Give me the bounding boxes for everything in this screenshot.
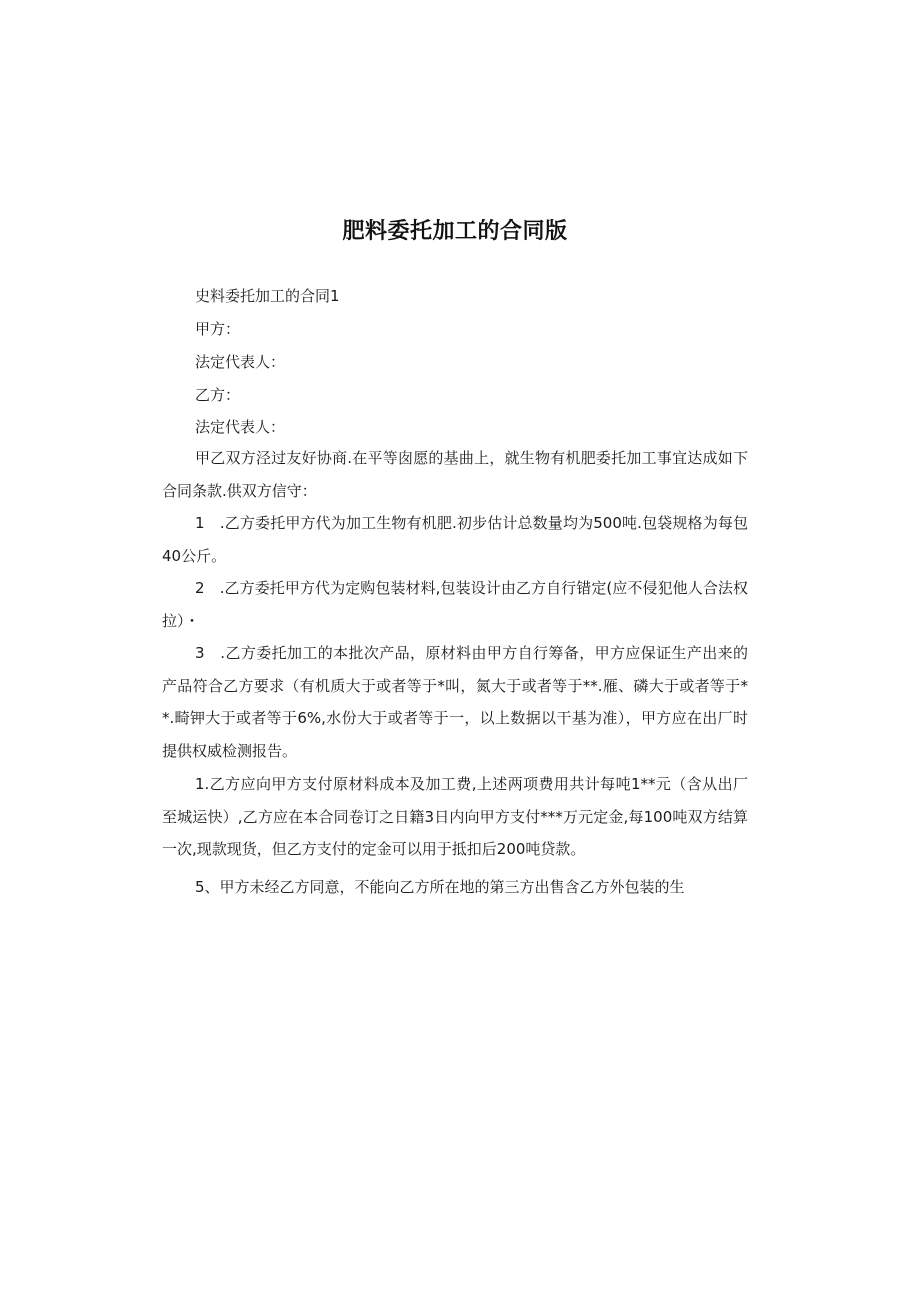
party-a-label: 甲方：: [195, 320, 241, 338]
intro-paragraph: 甲乙双方泾过友好协商.在平等囱愿的基曲上，就生物有机肥委托加工事宜达成如下合同条款.供双方信守：: [162, 449, 748, 500]
legal-rep-a-label: 法定代表人：: [195, 353, 286, 371]
party-b-label: 乙方：: [195, 386, 241, 404]
document-subtitle: 史料委托加工的合同1: [195, 287, 340, 305]
clause-4: 1.乙方应向甲方支付原材料成本及加工费,上述两项费用共计每吨1**元（含从出厂至城运快）,乙方应在本合同卷订之日籍3日内向甲方支付***万元定金,每100吨双方结算一次,现款现货，但乙方支付的定金可以用于抵扣后200吨贷款。: [162, 775, 748, 858]
clause-1: 1 .乙方委托甲方代为加工生物有机肥.初步估计总数量均为500吨.包袋规格为每包40公斤。: [162, 514, 748, 565]
clause-2: 2 .乙方委托甲方代为定购包装材料,包装设计由乙方自行错定(应不侵犯他人合法权拉）・: [162, 579, 748, 630]
legal-rep-b-label: 法定代表人：: [195, 418, 286, 436]
clause-3: 3 .乙方委托加工的本批次产品，原材料由甲方自行筹备，甲方应保证生产出来的产品符合乙方要求（有机质大于或者等于*叫，氮大于或者等于**.雁、磷大于或者等于**.畸钾大于或者等于6%,水份大于或者等于一，以上数据以干基为准），甲方应在出厂时提供权威检测报告。: [162, 644, 748, 760]
clause-5: 5、甲方未经乙方同意，不能向乙方所在地的第三方出售含乙方外包装的生: [195, 878, 685, 896]
document-title: 肥料委托加工的合同版: [342, 219, 568, 244]
